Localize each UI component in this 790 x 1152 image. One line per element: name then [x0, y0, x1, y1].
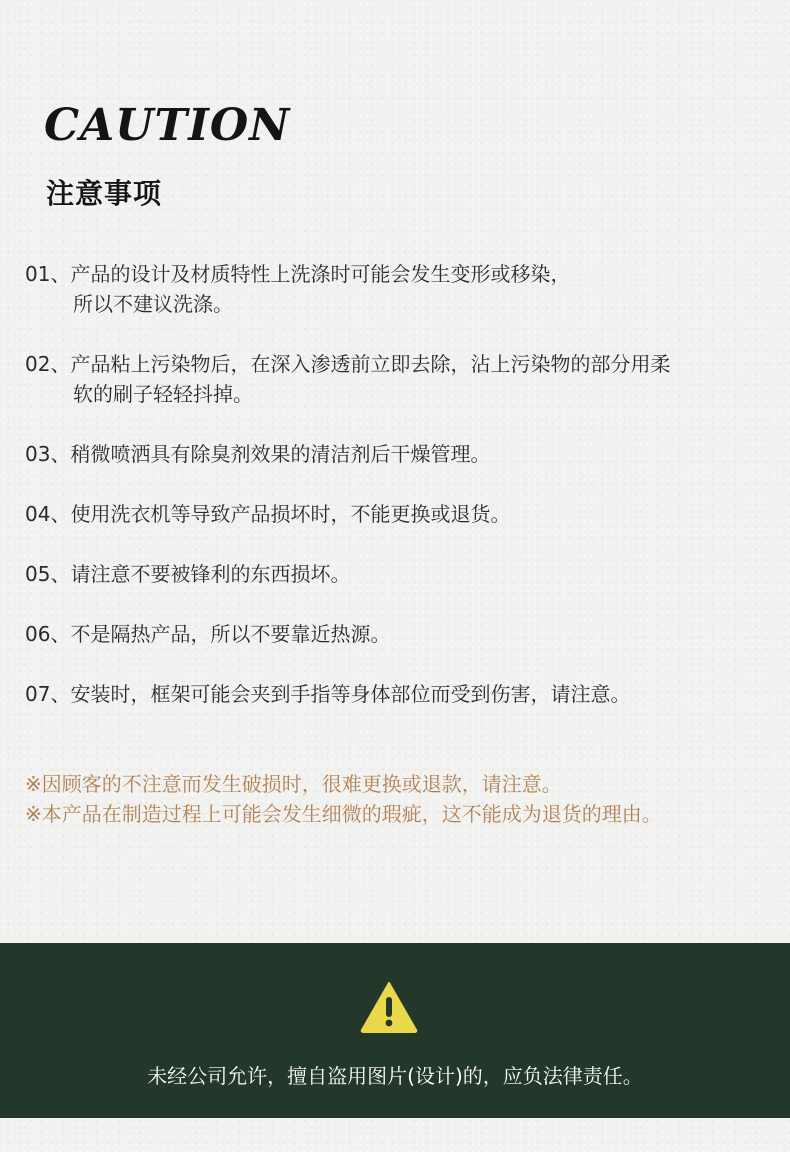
- caution-title-cn: 注意事项: [46, 177, 163, 210]
- caution-title: CAUTION: [44, 100, 291, 151]
- item-text: 请注意不要被锋利的东西损坏。: [70, 562, 351, 586]
- caution-item-03: [25, 439, 770, 469]
- item-text: 安装时，框架可能会夹到手指等身体部位而受到伤害，请注意。: [70, 682, 631, 706]
- item-text: 产品粘上污染物后，在深入渗透前立即去除，沾上污染物的部分用柔: [70, 352, 671, 376]
- item-text-cont: 软的刷子轻轻抖掉。: [73, 382, 253, 406]
- item-number: 05、: [25, 562, 71, 586]
- item-text: 不是隔热产品，所以不要靠近热源。: [70, 622, 391, 646]
- caution-item-06: [25, 619, 770, 649]
- item-number: 06、: [25, 622, 71, 646]
- item-number: 07、: [25, 682, 71, 706]
- caution-item-07: [25, 679, 770, 709]
- caution-item-04: [25, 499, 770, 529]
- note-refund: ※因顾客的不注意而发生破损时，很难更换或退款，请注意。: [25, 772, 562, 796]
- item-text: 使用洗衣机等导致产品损坏时，不能更换或退货。: [70, 502, 511, 526]
- item-number: 04、: [25, 502, 71, 526]
- caution-item-05: [25, 559, 770, 589]
- note-defect: ※本产品在制造过程上可能会发生细微的瑕疵，这不能成为退货的理由。: [25, 802, 662, 826]
- item-text-cont: 所以不建议洗涤。: [73, 292, 233, 316]
- copyright-notice: 未经公司允许，擅自盗用图片(设计)的，应负法律责任。: [147, 1064, 643, 1088]
- warning-icon: [360, 981, 418, 1033]
- item-number: 02、: [25, 352, 71, 376]
- item-number: 03、: [25, 442, 71, 466]
- caution-item-01: [25, 259, 770, 319]
- item-text: 稍微喷洒具有除臭剂效果的清洁剂后干燥管理。: [70, 442, 491, 466]
- copyright-footer: [0, 943, 790, 1118]
- item-number: 01、: [25, 262, 71, 286]
- item-text: 产品的设计及材质特性上洗涤时可能会发生变形或移染，: [70, 262, 571, 286]
- caution-item-02: [25, 349, 770, 409]
